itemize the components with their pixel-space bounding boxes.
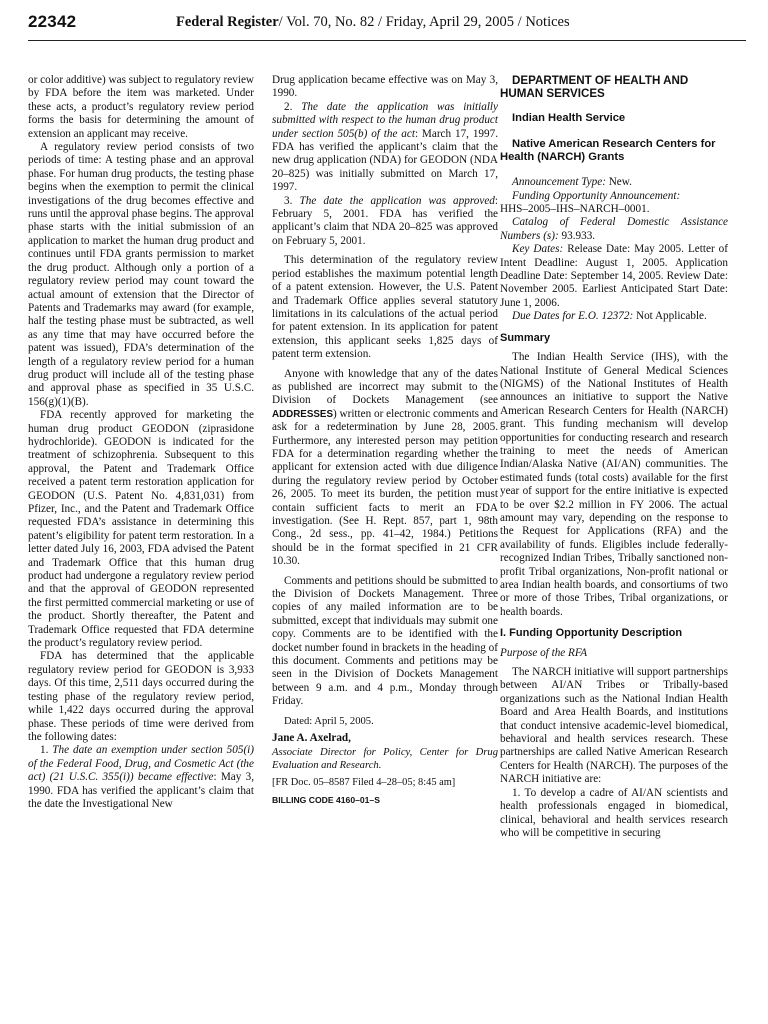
announcement-type — [500, 176, 728, 189]
subsection-heading: Purpose of the RFA — [500, 646, 588, 659]
dated-line: Dated: April 5, 2005. — [284, 715, 374, 727]
signatory-title: Associate Director for Policy, Center for Drug Evaluation and Research. — [272, 746, 498, 771]
publication-name: Federal Register — [176, 14, 279, 30]
paragraph — [272, 195, 498, 249]
item-number: 3. — [284, 194, 300, 207]
billing-code: BILLING CODE 4160–01–S — [272, 794, 380, 805]
italic-clause: The date the application was initially submitted with respect to the human drug product under section 505(b) of the act — [272, 100, 499, 140]
item-number: 2. — [284, 100, 302, 113]
paragraph — [272, 368, 498, 569]
field-value: 93.933. — [558, 229, 596, 242]
paragraph: A regulatory review period consists of two periods of time: A testing phase and an approval phase. For human drug products, the testing phase begins when the exemption to permit the clinical investigations of the drug becomes effective and runs until the approval phase begins. The approval phase starts with the initial submission of an application to market the human drug product and continues until FDA grants permission to market the drug product. Although only a portion of a regulatory review period may count toward the actual amount of extension that the Director of Patents and Trademarks may award (for example, half the testing phase must be subtracted, as well as any time that may have occurred before the patent was issued), FDA’s determination of the length of a regulatory review period for a human drug product will include all of the testing phase and approval phase as specified in 35 U.S.C. 156(g)(1)(B). — [28, 141, 254, 408]
field-value: New. — [605, 176, 632, 189]
field-value: Not Applicable. — [633, 310, 707, 323]
header-rule — [28, 40, 746, 41]
funding-opportunity — [500, 190, 728, 203]
column-3 — [500, 74, 728, 840]
field-label: Key Dates: — [512, 243, 564, 256]
paragraph — [272, 101, 498, 195]
italic-clause: The date an exemption under section 505(i) of the Federal Food, Drug, and Cosmetic Act (the act) (21 U.S.C. 355(i)) became effective — [28, 744, 255, 784]
page-header — [0, 0, 768, 60]
paragraph-text: : March 17, 1997. FDA has verified the applicant’s claim that the new drug application (NDA) for GEODON (NDA 20–825) was initially submitted on March 17, 1997. — [272, 127, 498, 194]
agency-heading: Indian Health Service — [512, 112, 626, 125]
paragraph: 1. To develop a cadre of AI/AN scientists and health professionals engaged in biomedical, clinical, behavioral and health services research who will be competitive in securing — [500, 786, 728, 839]
column-2 — [272, 74, 498, 807]
field-value: Release Date: May 2005. Letter of Intent Deadline: August 1, 2005. Application Deadline Date: September 14, 2005. Review Date: November 2005. Earliest Anticipated Start Date: June 1, 2006. — [500, 243, 728, 309]
paragraph: or color additive) was subject to regulatory review by FDA before the item was marketed. Under these acts, a product’s regulatory review period forms the basis for determining the amount of extension an applicant may receive. — [28, 74, 254, 140]
paragraph-text: : May 3, 1990. FDA has verified the applicant’s claim that the date the Investigational New — [28, 771, 254, 810]
department-heading: DEPARTMENT OF HEALTH AND HUMAN SERVICES — [500, 74, 689, 101]
paragraph-text: Anyone with knowledge that any of the dates as published are incorrect may submit to the Division of Dockets Management (see — [272, 367, 498, 407]
summary-heading: Summary — [500, 331, 551, 344]
section-heading: I. Funding Opportunity Description — [500, 627, 683, 640]
paragraph: Comments and petitions should be submitted to the Division of Dockets Management. Three copies of any mailed information are to be submitted, except that individuals may submit one copy. Comments are to be identified with the docket number found in brackets in the heading of this document. Comments and petitions may be seen in the Division of Dockets Management between 9 a.m. and 4 p.m., Monday through Friday. — [272, 574, 498, 708]
addresses-reference: ADDRESSES — [272, 408, 333, 420]
field-label: Funding Opportunity Announcement: — [512, 189, 681, 202]
item-number: 1. — [40, 744, 53, 757]
cfda-number — [500, 216, 728, 243]
paragraph: The NARCH initiative will support partnerships between AI/AN Tribes or Tribally-based organizations such as the National Indian Health Board and Area Health Boards, and institutions that conduct intensive academic-level biomedical, behavioral and health services research. These partnerships are called Native American Research Centers for Health (NARCH). The purposes of the NARCH initiative are: — [500, 666, 728, 786]
column-1 — [28, 74, 254, 811]
field-label: Announcement Type: — [512, 176, 606, 189]
running-head — [176, 14, 570, 31]
paragraph-text: : February 5, 2001. FDA has verified the applicant’s claim that NDA 20–825 was approved on February 5, 2001. — [272, 194, 499, 247]
paragraph: FDA has determined that the applicable regulatory review period for GEODON is 3,933 days. Of this time, 2,511 days occurred during the testing phase of the regulatory review period, while 1,422 days occurred during the approval phase. These periods of time were derived from the following dates: — [28, 650, 254, 743]
paragraph: FDA recently approved for marketing the human drug product GEODON (ziprasidone hydrochloride). GEODON is indicated for the treatment of schizophrenia. Subsequent to this approval, the Patent and Trademark Office received a patent term restoration application for GEODON (U.S. Patent No. 4,831,031) from Pfizer, Inc., and the Patent and Trademark Office requested FDA’s assistance in determining this patent’s eligibility for patent term restoration. In a letter dated July 16, 2003, FDA advised the Patent and Trademark Office that this human drug product had undergone a regulatory review period and that the approval of GEODON represented the first permitted commercial marketing or use of the product. Shortly thereafter, the Patent and Trademark Office requested that FDA determine the product’s regulatory review period. — [28, 409, 254, 650]
paragraph-text: ) written or electronic comments and ask for a redetermination by June 28, 2005. Furthermore, any interested person may petition FDA for a determination regarding whether the applicant for extension acted with due diligence during the regulatory review period by October 26, 2005. To meet its burden, the petition must contain sufficient facts to merit an FDA investigation. (See H. Rept. 857, part 1, 98th Cong., 2d sess., pp. 41–42, 1984.) Petitions should be in the format specified in 21 CFR 10.30. — [272, 407, 498, 568]
document-title: Native American Research Centers for Health (NARCH) Grants — [500, 137, 716, 164]
funding-opportunity-number: HHS–2005–IHS–NARCH–0001. — [500, 203, 650, 216]
italic-clause: The date the application was approved — [299, 194, 495, 207]
page-number: 22342 — [28, 12, 77, 31]
paragraph — [28, 744, 254, 811]
paragraph: This determination of the regulatory review period establishes the maximum potential length of a patent extension. However, the U.S. Patent and Trademark Office applies several statutory limitations in its calculations of the actual period for patent extension. In its application for patent extension, this applicant seeks 1,825 days of patent term extension. — [272, 254, 498, 361]
eo-due-dates — [500, 310, 728, 323]
fr-doc-line: [FR Doc. 05–8587 Filed 4–28–05; 8:45 am] — [272, 777, 456, 789]
field-label: Due Dates for E.O. 12372: — [512, 310, 634, 323]
signatory-name: Jane A. Axelrad, — [272, 732, 351, 745]
paragraph: Drug application became effective was on May 3, 1990. — [272, 74, 498, 100]
summary-paragraph: The Indian Health Service (IHS), with the National Institute of General Medical Sciences (NIGMS) of the National Institutes of Health announces an initiative to support the Native American Research Centers for Health (NARCH) grant. This funding mechanism will develop opportunities for conducting research and research training to meet the needs of American Indian/Alaska Native (AI/AN) communities. The estimated funds (total costs) available for the first year of support for the entire initiative is expected to be over $2.2 million in FY 2006. The actual amount may vary, depending on the response to the Request for Applications (RFA) and the availability of funds. Eligibles include federally-recognized Indian Tribes, Tribally sanctioned non-profit Tribal organizations, Non-profit national or area Indian health boards, and consortiums of two or more of those Tribes, Tribal organizations, or health boards. — [500, 351, 728, 618]
issue-details: / Vol. 70, No. 82 / Friday, April 29, 2005 / Notices — [278, 14, 570, 30]
field-label: Catalog of Federal Domestic Assistance Numbers (s): — [500, 216, 728, 242]
key-dates — [500, 243, 728, 310]
